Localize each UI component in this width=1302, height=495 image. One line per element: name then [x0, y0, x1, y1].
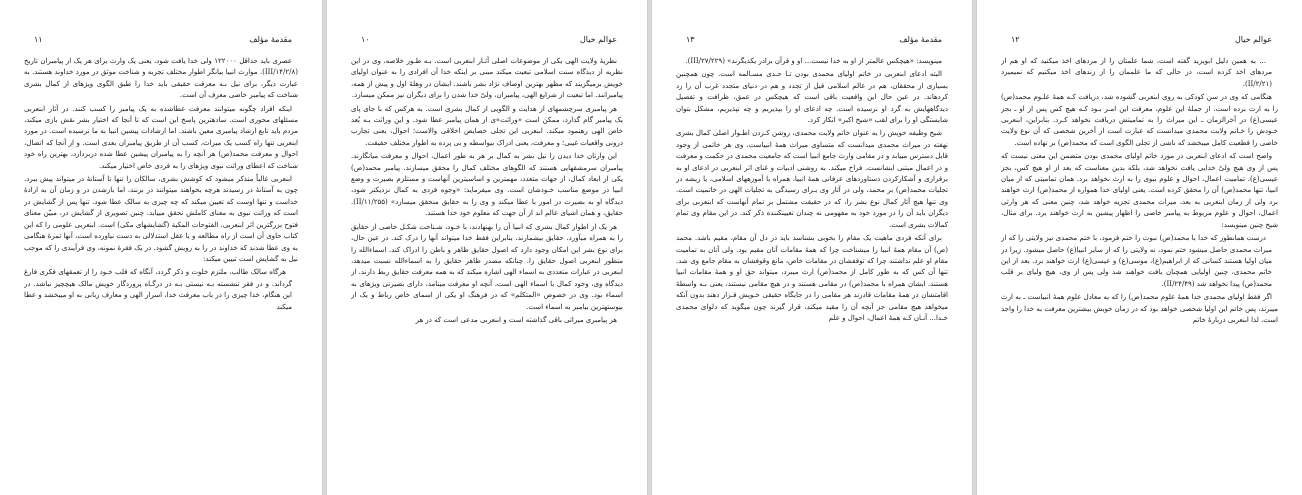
paragraph: اینکه افراد چگونه میتوانند معرفت عطاشده به یک پیامبر را کسب کنند. در آثار ابنعربی مسئلهای محوری است. سادهترین پاسخ این است که تا آنجا که اختیار بشر نقش بازی میکند، مردم باید تابع ارشاد پیامبری معین باشند. اما ارشادات پیشین انبیا به ما نرسیده است. در مورد ابنعربی تنها راه کسب یک میراث، کسب آن از طریق پیامبران بعدی است. و از آنجا که اتصال، احوال و معرفت محمد(ص) هر آنچه را به پیامبران پیشین عطا شده دربردارد، بهترین راه خود شناخت که اعطای وراثت نبوی ویژهای را به فردی خاص اختیار میکند. — [24, 104, 298, 170]
paragraph: عصری باید حداقل ۱۲۲۰۰۰ ولی خدا یافت شود، یعنی یک وارث برای هر یک از پیامبران تاریخ (۱۴/۲/۸/III). موارث انبیا بیانگر اطوار مختلف تجربه و شناخت موثق در مورد خداوند هستند. به عبارت دیگر، برای نیل بـه معرفت حقیقی باید خدا را طبق الگوی ویژهای از کمال بشری شناخت که پیامبر خاصی معرف آن است. — [24, 57, 298, 100]
block-quote: هرگاه سالک طالب، ملتزم خلوت و ذکر گردد، آنگاه که قلب خـود را از تعمقهای فکری فارغ گرداند. و در فقر تنشسته بـه نیستی بـه در درگـاه پروردگار خویش مالک هیچچیز نباشد. در این هنگام، خدا چیزی را در باب معرفت خدا، اسرار الهی و معارف ربانی به او میبخشد و عطا میکند — [24, 268, 292, 311]
block-quote: ... به همین دلیل ابویزید گفته است، شما علمتان را از مردهای اخذ میکنید که او هم از مردهای اخذ کرده است، در حالی که ما علممان را از زندهای اخذ میکنیم که نمیمیرد (۲/۲۱/II). — [1001, 57, 1272, 88]
paragraph: اگر فقط اولیای محمدی خدا همهٔ علوم محمد(ص) را که به معادل علوم همهٔ انبیاست ـ به ارث میبرند، پس خاتم این اولیا شخصی خواهد بود که در زمان خویش بیشترین معرفت به خدا را واجد است. لذا ابنعربی دربارهٔ خاتم — [1001, 293, 1278, 324]
paragraph: ابنعربی غالباً متذکر میشود که کوشش بشری، سالکان را تنها تا آستانهٔ در میتواند پیش ببرد. چون به آستانهٔ در رسیدند هرچه بخواهند میتوانند در بزنند، اما بازشدن در و زمان آن به ارادهٔ خداست و تنها اوست که تعیین میکند که چه چیزی به سالک عطا شود. تنها پس از گشایش در است که وراثت نبوی به معنای کاملش تحقق مییابد. چنین تصویری از گشایش در، مبیّن معنای فتوح بزرگترین اثر ابنعربی، الفتوحات المکیة (گشایشهای مکی) است. ابنعربی علومی را که این کتاب حاوی آن است از راه مطالعه و یا عقل استدلالی به دست نیاورده است، آنها ثمرهٔ هنگامی به وی عطا شدند که خداوند در را به رویش گشود. در یک فقرهٔ نمونه، وی فرآیندی را که موجب نیل به گشایش است تبیین میکند: — [24, 175, 298, 263]
paragraph: این وارثان خدا دیدن را نیل بشر به کمال بر هر به طور اعمال، احوال و معرفت میانگارند. پیامبران سرمشقهایی هستند که الگوهای مختلف کمال را محقق میسازند. پیامبر محمد(ص) یکی از ابعاد کمال، از جهات متعدد، مهمترین و اساسیترین آنهاست و مستلزم بصیرت و وضع انبیا در موضع مناسب خـودشان است. وی میفرماید: «وجوه فردی به کمال نزدیکتر شود، دیدگاه او به بصیرت در امور با عطا میکند و وی را به حقایق منحقق میسازد» (۱۱/۲۵۵/II). حقایق، و همان اشیای عالم اند از آن جهت که معلوم خود خدا هستند. — [351, 152, 623, 218]
page-body — [24, 56, 298, 491]
paragraph: البته ادعای ابنعربی در خاتم اولیای محمدی بودن تـا حـدی مسـالمه است. چون همچنین بسیاری از محققان، هم در عالم اسلامی قبل از تجدد و هم در دنیای متجدد غرب آن را رد کردهاند. در عین حال این واقعیت باقی است که هیچکس در عمق، ظرافت و تفصیل دیدگاههایش به گرد او نرسیده است. چه ادعای او را بپذیریم و چه نپذیریم، مشکل بتوان شایستگی او را برای لقب «شیخ اکبر» انکار کرد. — [676, 70, 948, 125]
paragraph: واضح است که ادعای ابنعربی در مورد خاتم اولیای محمدی بودن متضمن این معنی نیست که پس از وی هیچ ولیّ خدایی یافت نخواهد شد، بلکه بدین معناست که بعد از او هیچ کس، بجز عیسی(ع)، تمامیت اعمال، احوال و علوم نبوی را به ارث نخواهد برد. همان تمامیتی که از میان انبیا، تنها محمد(ص) آن را محقق کرده است. یعنی اولیای خدا همواره از محمد(ص) ارث خواهند برد ولی از زمان ابنعربی به بعد، میراث محمدی تجزیه خواهد شد، چنین معنی که هر وارثی اعمال، احوال و علوم مربوط به پیامبر خاصی را اظهار پیشین به ارث خواهند برد. برای مثال، شیخ چنین مینویسد: — [1001, 152, 1278, 229]
running-title: عوالم خیال — [579, 35, 617, 44]
paragraph: هنگامی که وی در سن کودکی به روی ابنعربی گشوده شد، دریافت کـه همهٔ علـوم محمد(ص) را به ارث برده است. از جملهٔ این علوم، معرفت این امـر بـود کـه هیچ کس پس از او ـ بجز عیسی(ع) در آخرالزمان ـ این میراث را به تمامیتش دریافت نخواهد کـرد. بنابراین، ابنعربی خـودش را خـاتم ولایت محمدی میدانست که عبارت است از آخرین شخصی که آن نوع ولایت خاصی را قطعیت کامل میبخشد که ناشی از تجلی الگوی است که محمد(ص) بر نهاده است. — [1001, 93, 1278, 147]
page-header — [1011, 34, 1272, 46]
page-body — [1001, 56, 1278, 491]
page-number: ۱۳ — [686, 35, 695, 44]
book-page-13 — [652, 0, 972, 495]
page-header — [686, 34, 942, 46]
book-page-12 — [977, 0, 1302, 495]
paragraph: هر یک از اطوار کمال بشری که انبیا آن را بهنهادند، با خـود، شـناخت شکـل خاصی از حقایق را به همراه میآورد. حقایق بیشمارند، بنابراین فقط خدا میتواند آنها را درک کند. در عین حال، برای نوع بشر این امکان وجود دارد که اصول حقایق ظاهر و باطن را ادراک کند. اسماءالله را منظور ابنعربی اصول حقایق را. چنانکه مصدر ظاهر حقایق را به اسماءالله نسبت میدهد، ابنعربی در عبارات متعددی به اسماء الهی اشاره میکند که به همه معرفت حقایق ربط دارند. از دیدگاه وی، وجود کمال با اسماء الهی است، آنچه او معرفت مینامد، دارای بصیرتی ویژهای به اسماء بود. وی در خصوص «المتکلم» که در فرهنگ او یکی از اسمای خاص رباط و یک از بیوستهترین بیامبر به اسماء است. — [351, 222, 623, 311]
paragraph: مینویسد: «هیچکس عالمتر از او به خدا نیست... او و قرآن برادر یکدیگرند» (۲۷/۲۲۹/III). — [685, 57, 942, 65]
page-number: ۱۱ — [34, 35, 43, 44]
paragraph: هر پیامبری میراثی باقی گذاشته است و ابنعربی مدعی است که در هر — [415, 315, 617, 324]
paragraph: هر پیامبری سرچشمهای از هدایت و الگویی از کمال بشری است. به هرکس که با جای پای یک پیامبر گام گذارد، ممکن است «وراثت»ی از همان پیامبر عطا شود. و این وراثت بـه بُعد خاص الهی رهنمود میکند. ابنعربی این تجلی خصایص اخلاقی والاست؛ احوال، یعنی تجارب درونی واقعیات غیبی؛ و معرفت، یعنی ادراک بیواسطه و بی پرده به اطوار مختلف حقیقت. — [351, 104, 623, 147]
book-page-11 — [0, 0, 322, 495]
running-title: عوالم خیال — [1234, 35, 1272, 44]
block-quote: درست همانطور که خدا با محمد(ص) نبوت را ختم فرمود، با ختم محمدی نیز ولایتی را که از میراث محمدی حاصل میشود ختم نمود، نه ولایتی را که از سایر انبیا(ع) حاصل میشود. زیرا در میان اولیا هستند کسانی که از ابراهیم(ع)، موسی(ع) و عیسی(ع) ارث خواهند برد. بعد از این خاتم محمدی، چنین اولیایی همچنان یافت خواهند شد ولی پس از وی، هیچ ولیای بر قلب محمد(ص) پیدا نخواهد شد (۲۴/۴۹/II). — [1001, 234, 1272, 288]
page-number: ۱۰ — [361, 35, 370, 44]
page-body — [676, 56, 948, 491]
paragraph: برای آنکه فردی ماهیت یک مقام را بخوبی بشناسد باید در دل آن مقام، مقیم باشد. محمد (ص) آن مقام همهٔ انبیا را میشناخت چرا که همهٔ مقامات آنان مقیم بود. ولی آنان به تمامیت مقام او علم نداشتند چرا که توقفشان در مقامات خاص، مانع وقوفشان به مقام جامع وی شد. تنها آن کس که به طور کامل از محمد(ص) ارث میبرد، میتواند حق او و همهٔ مقامات انبیا هستند. ایشان همراه با محمد(ص) در مقامی هستند و در هیچ مقامی نیستند، یعنی بـه واسطهٔ اقامتشان در همهٔ مقامات قادرند هر مقامی را در جایگاه حقیقی خـویش قـرار دهند بدون آنکه میخواهد هیچ مقامی جز آنچه آن را مقید میکند، قرار گیرند چون میگوید که دلوای محمدی خـدا... آنـان کـه همهٔ اعمال، احوال و علم — [676, 234, 948, 322]
paragraph: نظریهٔ ولایت الهی یکی از موضوعات اصلی آثـار ابنعربی است. بـه طـور خلاصه، وی در این نظریه از دیدگاه سنت اسلامی تبعیت میکند مبنی بر اینکه خدا آن افرادی را به عنوان اولیای خویش برمیگزیند که مظهر بهترین اوصاف نژاد بشر باشند. ایشان در وهلهٔ اول و پیش از همه، پیامبرانند. اما تبعیت از شرایع الهی، پیامبران، ولیّ خدا شدن را برای دیگران نیز ممکن میسازد. — [351, 57, 623, 100]
running-title: مقدمهٔ مؤلف — [899, 35, 942, 44]
book-page-10 — [327, 0, 647, 495]
page-header — [34, 34, 292, 46]
page-body — [351, 56, 623, 491]
paragraph: شیخ وظیفه خویش را به عنوان خاتم ولایت محمدی، روشن کـردن اطـوار اصلی کمال بشری نهفته در میراث محمدی میدانست که متساوی میراث همهٔ انبیاست. وی هر خاتمی از وجود قابل دسترس مییابد و در مقامی وارث جامع انبیا است که جامعیت محمدی در حکمت و معرفت و در اعمال مبتنی ایشانست. فراخ میکند. به روشنی ادبیات و غنای اثر ابنعربی در ادعای او به برقراری و آشکارکردن دستاوردهای عرفانی همهٔ انبیا، همراه با آموزههای اسلامی، یا ریشه در تجلیات محمد(ص) بر محمد، ولی در آثار وی بـرای رسیدگی به تجلیات الهی در خاتمیت است. وی تنها هیچ آثار کمال نوع بشر را، که در حقیقت مشتمل بر تمام آنهاست که ابنعربی برای دیگران باید آن را در مورد خود به مفهومی نه چندان تعیینکننده ذکر کند. در این مقام وی تمام کمالات بشری است. — [676, 129, 948, 229]
page-number: ۱۲ — [1011, 35, 1020, 44]
running-title: مقدمهٔ مؤلف — [249, 35, 292, 44]
page-header — [361, 34, 617, 46]
